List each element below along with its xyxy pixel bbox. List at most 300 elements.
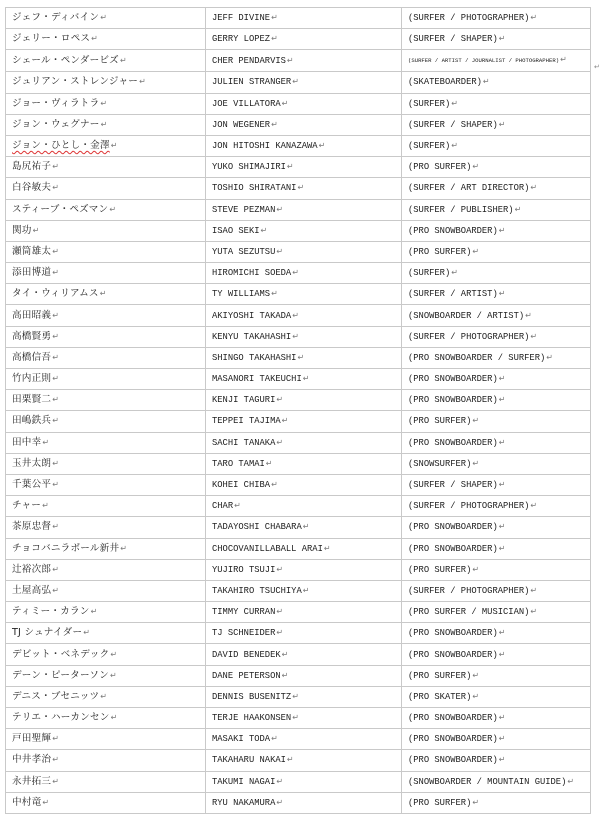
paragraph-mark: ↵ — [498, 437, 506, 447]
english-name-cell[interactable] — [206, 729, 402, 750]
table-row — [6, 644, 591, 665]
role-cell[interactable] — [402, 750, 591, 771]
japanese-name-cell[interactable] — [6, 792, 206, 813]
paragraph-mark: ↵ — [318, 141, 326, 151]
japanese-name-cell[interactable] — [6, 729, 206, 750]
paragraph-mark: ↵ — [42, 437, 50, 447]
english-name-cell[interactable] — [206, 474, 402, 495]
japanese-name-text: 玉井太朗 — [12, 457, 52, 469]
japanese-name-cell[interactable] — [6, 369, 206, 390]
paragraph-mark: ↵ — [52, 374, 60, 384]
japanese-name-cell[interactable] — [6, 644, 206, 665]
paragraph-mark: ↵ — [498, 713, 506, 723]
paragraph-mark: ↵ — [323, 543, 331, 553]
paragraph-mark: ↵ — [52, 268, 60, 278]
english-name-cell[interactable] — [206, 305, 402, 326]
english-name-cell[interactable] — [206, 792, 402, 813]
paragraph-mark: ↵ — [530, 585, 538, 595]
japanese-name-text: 中村竜 — [12, 796, 42, 808]
table-row — [6, 623, 591, 644]
japanese-name-cell[interactable] — [6, 559, 206, 580]
role-cell[interactable] — [402, 72, 591, 93]
table-row — [6, 199, 591, 220]
english-name-cell[interactable] — [206, 157, 402, 178]
paragraph-mark: ↵ — [302, 374, 310, 384]
paragraph-mark: ↵ — [52, 734, 60, 744]
role-text: (SURFER / PHOTOGRAPHER) — [408, 585, 530, 596]
english-name-cell[interactable] — [206, 114, 402, 135]
role-cell[interactable] — [402, 347, 591, 368]
role-cell[interactable] — [402, 559, 591, 580]
japanese-name-cell[interactable] — [6, 390, 206, 411]
table-row — [6, 474, 591, 495]
paragraph-mark: ↵ — [234, 501, 241, 511]
english-name-cell[interactable] — [206, 750, 402, 771]
english-name-cell[interactable] — [206, 517, 402, 538]
japanese-name-cell[interactable] — [6, 750, 206, 771]
role-text: (PRO SNOWBOARDER) — [408, 734, 498, 745]
paragraph-mark: ↵ — [52, 564, 60, 574]
japanese-name-text: 島尻祐子 — [12, 161, 52, 173]
english-name-text: KENJI TAGURI — [212, 395, 276, 406]
table-row — [6, 178, 591, 199]
english-name-text: JON HITOSHI KANAZAWA — [212, 141, 318, 152]
english-name-text: JOE VILLATORA — [212, 98, 281, 109]
table-row — [6, 686, 591, 707]
paragraph-mark: ↵ — [52, 416, 60, 426]
japanese-name-cell[interactable] — [6, 263, 206, 284]
english-name-text: TAKUMI NAGAI — [212, 776, 276, 787]
paragraph-mark: ↵ — [52, 246, 60, 256]
role-cell[interactable] — [402, 474, 591, 495]
paragraph-mark: ↵ — [109, 204, 117, 214]
paragraph-mark: ↵ — [32, 225, 40, 235]
paragraph-mark: ↵ — [286, 162, 294, 172]
role-cell[interactable] — [402, 708, 591, 729]
english-name-cell[interactable] — [206, 178, 402, 199]
paragraph-mark: ↵ — [472, 416, 480, 426]
japanese-name-text: チャー — [12, 500, 42, 512]
role-cell[interactable] — [402, 263, 591, 284]
japanese-name-text: 田中幸 — [12, 436, 42, 448]
paragraph-mark: ↵ — [260, 225, 268, 235]
paragraph-mark: ↵ — [514, 204, 522, 214]
english-name-cell[interactable] — [206, 538, 402, 559]
english-name-text: MASAKI TODA — [212, 734, 271, 745]
japanese-name-cell[interactable] — [6, 178, 206, 199]
english-name-cell[interactable] — [206, 263, 402, 284]
japanese-name-cell[interactable] — [6, 157, 206, 178]
role-cell[interactable] — [402, 729, 591, 750]
paragraph-mark: ↵ — [292, 331, 299, 341]
japanese-name-cell[interactable] — [6, 411, 206, 432]
paragraph-mark: ↵ — [530, 501, 538, 511]
table-row — [6, 72, 591, 93]
english-name-cell[interactable] — [206, 390, 402, 411]
role-cell[interactable] — [402, 517, 591, 538]
japanese-name-cell[interactable] — [6, 538, 206, 559]
role-text: (PRO SNOWBOARDER) — [408, 543, 498, 554]
role-cell[interactable] — [402, 135, 591, 156]
japanese-name-cell[interactable] — [6, 708, 206, 729]
role-cell[interactable] — [402, 771, 591, 792]
japanese-name-text: 戸田聖輝 — [12, 733, 52, 745]
role-text: (SURFER / PUBLISHER) — [408, 204, 514, 215]
english-name-cell[interactable] — [206, 284, 402, 305]
role-cell[interactable] — [402, 538, 591, 559]
paragraph-mark: ↵ — [276, 564, 284, 574]
table-row — [6, 708, 591, 729]
role-cell[interactable] — [402, 644, 591, 665]
english-name-text: TJ SCHNEIDER — [212, 628, 276, 639]
role-cell[interactable] — [402, 390, 591, 411]
table-row — [6, 114, 591, 135]
english-name-cell[interactable] — [206, 644, 402, 665]
role-text: (PRO SURFER) — [408, 162, 472, 173]
role-cell[interactable] — [402, 199, 591, 220]
paragraph-mark: ↵ — [119, 55, 127, 65]
table-row — [6, 411, 591, 432]
english-name-text: RYU NAKAMURA — [212, 797, 276, 808]
english-name-text: JON WEGENER — [212, 119, 271, 130]
paragraph-mark: ↵ — [292, 310, 299, 320]
paragraph-mark: ↵ — [472, 246, 480, 256]
japanese-name-text: 高田昭義 — [12, 309, 52, 321]
role-text: (PRO SURFER) — [408, 564, 472, 575]
paragraph-mark: ↵ — [498, 649, 506, 659]
paragraph-mark: ↵ — [498, 755, 506, 765]
japanese-name-text: ジョン・ウェグナー — [12, 118, 100, 130]
role-text: (PRO SURFER / MUSICIAN) — [408, 607, 530, 618]
english-name-cell[interactable] — [206, 93, 402, 114]
role-cell[interactable] — [402, 50, 591, 72]
role-cell[interactable] — [402, 411, 591, 432]
role-text: (PRO SNOWBOARDER) — [408, 755, 498, 766]
english-name-cell[interactable] — [206, 199, 402, 220]
japanese-name-cell[interactable] — [6, 347, 206, 368]
japanese-name-cell[interactable] — [6, 8, 206, 29]
paragraph-mark: ↵ — [560, 55, 567, 65]
paragraph-mark: ↵ — [472, 797, 480, 807]
japanese-name-cell[interactable] — [6, 602, 206, 623]
table-row — [6, 432, 591, 453]
role-cell[interactable] — [402, 665, 591, 686]
paragraph-mark: ↵ — [139, 77, 146, 87]
paragraph-mark: ↵ — [281, 649, 289, 659]
table-row — [6, 580, 591, 601]
paragraph-mark: ↵ — [451, 98, 458, 108]
role-cell[interactable] — [402, 305, 591, 326]
japanese-name-cell[interactable] — [6, 93, 206, 114]
role-text: (PRO SNOWBOARDER) — [408, 437, 498, 448]
english-name-cell[interactable] — [206, 8, 402, 29]
role-text: (PRO SNOWBOARDER) — [408, 374, 498, 385]
english-name-cell[interactable] — [206, 135, 402, 156]
japanese-name-cell[interactable] — [6, 29, 206, 50]
english-name-text: TEPPEI TAJIMA — [212, 416, 281, 427]
paragraph-mark: ↵ — [52, 458, 60, 468]
name-table-body — [6, 8, 591, 814]
paragraph-mark: ↵ — [498, 522, 506, 532]
paragraph-mark: ↵ — [52, 776, 60, 786]
japanese-name-cell[interactable] — [6, 665, 206, 686]
role-text: (SKATEBOARDER) — [408, 77, 482, 88]
english-name-cell[interactable] — [206, 29, 402, 50]
role-cell[interactable] — [402, 432, 591, 453]
table-row — [6, 771, 591, 792]
paragraph-mark: ↵ — [110, 713, 118, 723]
paragraph-mark: ↵ — [100, 98, 108, 108]
paragraph-mark: ↵ — [286, 55, 294, 65]
japanese-name-cell[interactable] — [6, 517, 206, 538]
paragraph-mark: ↵ — [276, 797, 284, 807]
english-name-text: KOHEI CHIBA — [212, 480, 271, 491]
japanese-name-cell[interactable] — [6, 496, 206, 517]
role-cell[interactable] — [402, 623, 591, 644]
role-cell[interactable] — [402, 602, 591, 623]
paragraph-mark: ↵ — [271, 289, 278, 299]
japanese-name-text: 高橋信吾 — [12, 351, 52, 363]
japanese-name-text: 茶原忠督 — [12, 521, 52, 533]
role-text: (PRO SURFER) — [408, 246, 472, 257]
role-cell[interactable] — [402, 157, 591, 178]
japanese-name-cell[interactable] — [6, 241, 206, 262]
english-name-cell[interactable] — [206, 50, 402, 72]
table-row — [6, 93, 591, 114]
japanese-name-cell[interactable] — [6, 305, 206, 326]
paragraph-mark: ↵ — [292, 691, 299, 701]
japanese-name-text: 中井孝治 — [12, 754, 52, 766]
english-name-text: SACHI TANAKA — [212, 437, 276, 448]
japanese-name-cell[interactable] — [6, 135, 206, 156]
japanese-name-text: 竹内正則 — [12, 373, 52, 385]
english-name-cell[interactable] — [206, 369, 402, 390]
paragraph-mark: ↵ — [99, 289, 107, 299]
english-name-text: TARO TAMAI — [212, 458, 265, 469]
english-name-text: JEFF DIVINE — [212, 13, 271, 24]
japanese-name-cell[interactable] — [6, 453, 206, 474]
role-text: (SURFER / PHOTOGRAPHER) — [408, 501, 530, 512]
paragraph-mark: ↵ — [281, 670, 289, 680]
table-row — [6, 347, 591, 368]
table-row — [6, 8, 591, 29]
paragraph-mark: ↵ — [567, 776, 575, 786]
japanese-name-cell[interactable] — [6, 220, 206, 241]
paragraph-mark: ↵ — [52, 331, 60, 341]
role-text: (PRO SNOWBOARDER) — [408, 522, 498, 533]
english-name-text: MASANORI TAKEUCHI — [212, 374, 302, 385]
japanese-name-text: 永井拓三 — [12, 775, 52, 787]
japanese-name-text: シェール・ペンダービズ — [12, 54, 119, 66]
japanese-name-cell[interactable] — [6, 50, 206, 72]
paragraph-mark: ↵ — [472, 458, 480, 468]
japanese-name-text: 土屋高弘 — [12, 584, 52, 596]
paragraph-mark: ↵ — [482, 77, 490, 87]
paragraph-mark: ↵ — [52, 395, 60, 405]
japanese-name-text: 白谷敏夫 — [12, 182, 52, 194]
paragraph-mark: ↵ — [546, 352, 553, 362]
paragraph-mark: ↵ — [292, 713, 299, 723]
paragraph-mark: ↵ — [276, 395, 284, 405]
paragraph-mark: ↵ — [276, 607, 284, 617]
english-name-text: YUTA SEZUTSU — [212, 246, 276, 257]
paragraph-mark: ↵ — [52, 480, 60, 490]
role-cell[interactable] — [402, 284, 591, 305]
paragraph-mark: ↵ — [472, 564, 480, 574]
role-cell[interactable] — [402, 220, 591, 241]
japanese-name-text: チョコバニラボール新井 — [12, 542, 120, 554]
english-name-cell[interactable] — [206, 580, 402, 601]
table-row — [6, 369, 591, 390]
japanese-name-cell[interactable] — [6, 284, 206, 305]
english-name-text: ISAO SEKI — [212, 225, 260, 236]
role-text: (SNOWBOARDER / MOUNTAIN GUIDE) — [408, 776, 567, 787]
english-name-text: TERJE HAAKONSEN — [212, 713, 292, 724]
table-row — [6, 220, 591, 241]
role-text: (PRO SNOWBOARDER) — [408, 628, 498, 639]
role-cell[interactable] — [402, 29, 591, 50]
role-text: (PRO SKATER) — [408, 691, 472, 702]
english-name-cell[interactable] — [206, 411, 402, 432]
role-cell[interactable] — [402, 792, 591, 813]
role-cell[interactable] — [402, 178, 591, 199]
japanese-name-cell[interactable] — [6, 580, 206, 601]
japanese-name-text: テリエ・ハーカンセン — [12, 712, 110, 724]
japanese-name-cell[interactable] — [6, 686, 206, 707]
english-name-text: AKIYOSHI TAKADA — [212, 310, 292, 321]
japanese-name-cell[interactable] — [6, 199, 206, 220]
english-name-cell[interactable] — [206, 453, 402, 474]
role-text: (PRO SURFER) — [408, 797, 472, 808]
english-name-cell[interactable] — [206, 432, 402, 453]
english-name-cell[interactable] — [206, 771, 402, 792]
paragraph-mark: ↵ — [498, 119, 506, 129]
paragraph-mark: ↵ — [498, 480, 506, 490]
role-cell[interactable] — [402, 453, 591, 474]
role-text: (SURFER / PHOTOGRAPHER) — [408, 331, 530, 342]
cell-end-mark: ↵ — [594, 63, 600, 71]
paragraph-mark: ↵ — [472, 670, 480, 680]
japanese-name-text: 千葉公平 — [12, 479, 52, 491]
english-name-cell[interactable] — [206, 665, 402, 686]
japanese-name-text: タイ・ウィリアムス — [12, 288, 99, 300]
english-name-cell[interactable] — [206, 241, 402, 262]
role-cell[interactable] — [402, 8, 591, 29]
name-table — [5, 7, 591, 814]
paragraph-mark: ↵ — [451, 141, 458, 151]
english-name-cell[interactable] — [206, 602, 402, 623]
paragraph-mark: ↵ — [120, 543, 128, 553]
table-row — [6, 792, 591, 813]
role-text: (PRO SNOWBOARDER) — [408, 713, 498, 724]
role-text: (SNOWSURFER) — [408, 458, 472, 469]
role-cell[interactable] — [402, 686, 591, 707]
role-text: (SURFER) — [408, 141, 451, 152]
table-row — [6, 496, 591, 517]
english-name-cell[interactable] — [206, 496, 402, 517]
role-text: (SURFER / ARTIST / JOURNALIST / PHOTOGRAPHER) — [408, 57, 560, 65]
paragraph-mark: ↵ — [297, 352, 305, 362]
english-name-text: TAKAHIRO TSUCHIYA — [212, 585, 302, 596]
table-row — [6, 284, 591, 305]
english-name-text: HIROMICHI SOEDA — [212, 268, 292, 279]
role-text: (PRO SNOWBOARDER) — [408, 395, 498, 406]
paragraph-mark: ↵ — [276, 437, 284, 447]
english-name-cell[interactable] — [206, 559, 402, 580]
japanese-name-cell[interactable] — [6, 326, 206, 347]
japanese-name-cell[interactable] — [6, 771, 206, 792]
role-text: (PRO SURFER) — [408, 670, 472, 681]
japanese-name-cell[interactable] — [6, 72, 206, 93]
english-name-cell[interactable] — [206, 72, 402, 93]
role-text: (PRO SURFER) — [408, 416, 472, 427]
paragraph-mark: ↵ — [52, 585, 60, 595]
japanese-name-cell[interactable] — [6, 432, 206, 453]
paragraph-mark: ↵ — [498, 395, 506, 405]
english-name-text: DANE PETERSON — [212, 670, 281, 681]
japanese-name-cell[interactable] — [6, 623, 206, 644]
english-name-cell[interactable] — [206, 686, 402, 707]
paragraph-mark: ↵ — [292, 268, 299, 278]
role-text: (PRO SNOWBOARDER / SURFER) — [408, 352, 546, 363]
table-row — [6, 390, 591, 411]
japanese-name-text: ジョー・ヴィラトラ — [12, 97, 100, 109]
role-cell[interactable] — [402, 114, 591, 135]
role-cell[interactable] — [402, 326, 591, 347]
paragraph-mark: ↵ — [530, 607, 538, 617]
english-name-cell[interactable] — [206, 623, 402, 644]
paragraph-mark: ↵ — [530, 331, 538, 341]
paragraph-mark: ↵ — [91, 34, 99, 44]
paragraph-mark: ↵ — [100, 13, 108, 23]
paragraph-mark: ↵ — [110, 141, 118, 151]
english-name-cell[interactable] — [206, 220, 402, 241]
japanese-name-text: 辻裕次郎 — [12, 563, 52, 575]
paragraph-mark: ↵ — [302, 522, 310, 532]
english-name-text: TY WILLIAMS — [212, 289, 271, 300]
paragraph-mark: ↵ — [302, 585, 310, 595]
table-row — [6, 263, 591, 284]
role-cell[interactable] — [402, 241, 591, 262]
table-row — [6, 602, 591, 623]
table-row — [6, 750, 591, 771]
english-name-cell[interactable] — [206, 708, 402, 729]
paragraph-mark: ↵ — [100, 691, 108, 701]
role-cell[interactable] — [402, 93, 591, 114]
japanese-name-cell[interactable] — [6, 474, 206, 495]
japanese-name-text: ティミー・カラン — [12, 606, 90, 618]
japanese-name-cell[interactable] — [6, 114, 206, 135]
paragraph-mark: ↵ — [271, 13, 278, 23]
english-name-text: TOSHIO SHIRATANI — [212, 183, 297, 194]
role-cell[interactable] — [402, 580, 591, 601]
table-row — [6, 305, 591, 326]
japanese-name-text: ジョン・ひとし・金澤 — [12, 140, 110, 152]
table-row — [6, 29, 591, 50]
role-cell[interactable] — [402, 496, 591, 517]
table-row — [6, 665, 591, 686]
japanese-name-text: 添田博道 — [12, 267, 52, 279]
paragraph-mark: ↵ — [271, 119, 278, 129]
table-row — [6, 517, 591, 538]
role-cell[interactable] — [402, 369, 591, 390]
english-name-cell[interactable] — [206, 347, 402, 368]
paragraph-mark: ↵ — [42, 501, 49, 511]
role-text: (SURFER / SHAPER) — [408, 119, 498, 130]
paragraph-mark: ↵ — [281, 416, 289, 426]
japanese-name-text: デーン・ピーターソン — [12, 669, 109, 681]
english-name-cell[interactable] — [206, 326, 402, 347]
